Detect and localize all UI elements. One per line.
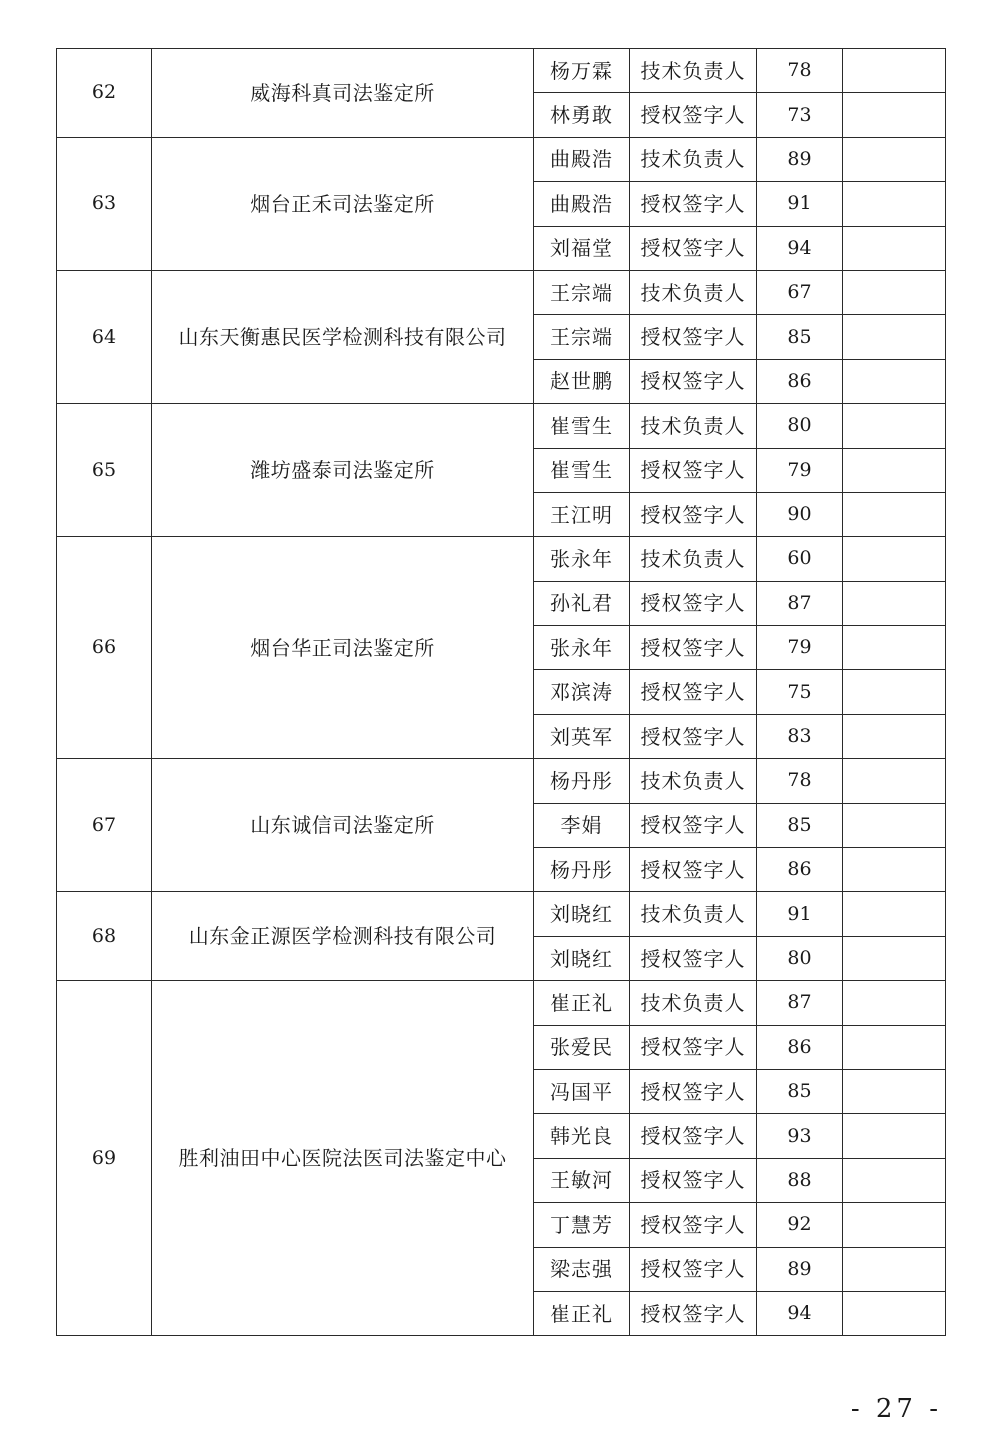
remarks-cell bbox=[843, 803, 946, 847]
score-cell: 80 bbox=[757, 404, 843, 448]
person-name-cell: 刘晓红 bbox=[534, 892, 630, 936]
person-name-cell: 张永年 bbox=[534, 626, 630, 670]
person-name-cell: 梁志强 bbox=[534, 1247, 630, 1291]
role-cell: 授权签字人 bbox=[630, 1114, 757, 1158]
role-cell: 授权签字人 bbox=[630, 670, 757, 714]
remarks-cell bbox=[843, 1069, 946, 1113]
person-name-cell: 刘晓红 bbox=[534, 936, 630, 980]
score-cell: 89 bbox=[757, 1247, 843, 1291]
person-name-cell: 刘福堂 bbox=[534, 226, 630, 270]
score-cell: 89 bbox=[757, 137, 843, 181]
institution-name-cell: 威海科真司法鉴定所 bbox=[152, 49, 534, 138]
person-name-cell: 杨万霖 bbox=[534, 49, 630, 93]
table-row bbox=[57, 49, 946, 93]
role-cell: 授权签字人 bbox=[630, 1291, 757, 1335]
score-cell: 90 bbox=[757, 492, 843, 536]
role-cell: 技术负责人 bbox=[630, 892, 757, 936]
remarks-cell bbox=[843, 936, 946, 980]
remarks-cell bbox=[843, 848, 946, 892]
person-name-cell: 崔正礼 bbox=[534, 981, 630, 1025]
score-cell: 86 bbox=[757, 1025, 843, 1069]
person-name-cell: 张爱民 bbox=[534, 1025, 630, 1069]
score-cell: 80 bbox=[757, 936, 843, 980]
serial-number-cell: 63 bbox=[57, 137, 152, 270]
results-table bbox=[56, 48, 946, 1336]
person-name-cell: 韩光良 bbox=[534, 1114, 630, 1158]
remarks-cell bbox=[843, 1203, 946, 1247]
remarks-cell bbox=[843, 448, 946, 492]
score-cell: 75 bbox=[757, 670, 843, 714]
person-name-cell: 王敏河 bbox=[534, 1158, 630, 1202]
serial-number-cell: 62 bbox=[57, 49, 152, 138]
role-cell: 授权签字人 bbox=[630, 93, 757, 137]
serial-number-cell: 68 bbox=[57, 892, 152, 981]
person-name-cell: 张永年 bbox=[534, 537, 630, 581]
remarks-cell bbox=[843, 759, 946, 803]
remarks-cell bbox=[843, 1158, 946, 1202]
score-cell: 91 bbox=[757, 892, 843, 936]
role-cell: 技术负责人 bbox=[630, 404, 757, 448]
person-name-cell: 冯国平 bbox=[534, 1069, 630, 1113]
person-name-cell: 曲殿浩 bbox=[534, 182, 630, 226]
score-cell: 88 bbox=[757, 1158, 843, 1202]
score-cell: 94 bbox=[757, 1291, 843, 1335]
serial-number-cell: 67 bbox=[57, 759, 152, 892]
score-cell: 92 bbox=[757, 1203, 843, 1247]
score-cell: 78 bbox=[757, 759, 843, 803]
serial-number-cell: 65 bbox=[57, 404, 152, 537]
person-name-cell: 崔正礼 bbox=[534, 1291, 630, 1335]
person-name-cell: 王宗端 bbox=[534, 315, 630, 359]
remarks-cell bbox=[843, 714, 946, 758]
remarks-cell bbox=[843, 626, 946, 670]
role-cell: 授权签字人 bbox=[630, 1158, 757, 1202]
role-cell: 授权签字人 bbox=[630, 626, 757, 670]
institution-name-cell: 山东天衡惠民医学检测科技有限公司 bbox=[152, 270, 534, 403]
role-cell: 授权签字人 bbox=[630, 315, 757, 359]
person-name-cell: 刘英军 bbox=[534, 714, 630, 758]
table-row bbox=[57, 981, 946, 1025]
person-name-cell: 李娟 bbox=[534, 803, 630, 847]
role-cell: 技术负责人 bbox=[630, 537, 757, 581]
role-cell: 授权签字人 bbox=[630, 1247, 757, 1291]
serial-number-cell: 69 bbox=[57, 981, 152, 1336]
person-name-cell: 赵世鹏 bbox=[534, 359, 630, 403]
score-cell: 78 bbox=[757, 49, 843, 93]
role-cell: 授权签字人 bbox=[630, 714, 757, 758]
score-cell: 85 bbox=[757, 803, 843, 847]
remarks-cell bbox=[843, 182, 946, 226]
role-cell: 技术负责人 bbox=[630, 137, 757, 181]
remarks-cell bbox=[843, 981, 946, 1025]
role-cell: 授权签字人 bbox=[630, 448, 757, 492]
remarks-cell bbox=[843, 49, 946, 93]
remarks-cell bbox=[843, 315, 946, 359]
score-cell: 87 bbox=[757, 981, 843, 1025]
role-cell: 技术负责人 bbox=[630, 981, 757, 1025]
institution-name-cell: 山东诚信司法鉴定所 bbox=[152, 759, 534, 892]
person-name-cell: 王宗端 bbox=[534, 270, 630, 314]
table-row bbox=[57, 137, 946, 181]
role-cell: 授权签字人 bbox=[630, 359, 757, 403]
person-name-cell: 邓滨涛 bbox=[534, 670, 630, 714]
institution-name-cell: 山东金正源医学检测科技有限公司 bbox=[152, 892, 534, 981]
score-cell: 73 bbox=[757, 93, 843, 137]
score-cell: 86 bbox=[757, 359, 843, 403]
table-row bbox=[57, 537, 946, 581]
role-cell: 授权签字人 bbox=[630, 1025, 757, 1069]
remarks-cell bbox=[843, 670, 946, 714]
role-cell: 授权签字人 bbox=[630, 936, 757, 980]
remarks-cell bbox=[843, 892, 946, 936]
institution-name-cell: 胜利油田中心医院法医司法鉴定中心 bbox=[152, 981, 534, 1336]
person-name-cell: 杨丹彤 bbox=[534, 848, 630, 892]
score-cell: 60 bbox=[757, 537, 843, 581]
role-cell: 授权签字人 bbox=[630, 803, 757, 847]
serial-number-cell: 64 bbox=[57, 270, 152, 403]
score-cell: 87 bbox=[757, 581, 843, 625]
role-cell: 授权签字人 bbox=[630, 848, 757, 892]
role-cell: 授权签字人 bbox=[630, 1069, 757, 1113]
person-name-cell: 丁慧芳 bbox=[534, 1203, 630, 1247]
score-cell: 94 bbox=[757, 226, 843, 270]
institution-name-cell: 潍坊盛泰司法鉴定所 bbox=[152, 404, 534, 537]
role-cell: 技术负责人 bbox=[630, 270, 757, 314]
table-row bbox=[57, 270, 946, 314]
person-name-cell: 孙礼君 bbox=[534, 581, 630, 625]
score-cell: 67 bbox=[757, 270, 843, 314]
table-row bbox=[57, 404, 946, 448]
person-name-cell: 王江明 bbox=[534, 492, 630, 536]
remarks-cell bbox=[843, 581, 946, 625]
institution-name-cell: 烟台华正司法鉴定所 bbox=[152, 537, 534, 759]
person-name-cell: 曲殿浩 bbox=[534, 137, 630, 181]
score-cell: 83 bbox=[757, 714, 843, 758]
score-cell: 93 bbox=[757, 1114, 843, 1158]
role-cell: 授权签字人 bbox=[630, 182, 757, 226]
score-cell: 86 bbox=[757, 848, 843, 892]
score-cell: 91 bbox=[757, 182, 843, 226]
score-cell: 79 bbox=[757, 626, 843, 670]
remarks-cell bbox=[843, 404, 946, 448]
serial-number-cell: 66 bbox=[57, 537, 152, 759]
person-name-cell: 林勇敢 bbox=[534, 93, 630, 137]
remarks-cell bbox=[843, 1291, 946, 1335]
role-cell: 授权签字人 bbox=[630, 581, 757, 625]
table-row bbox=[57, 892, 946, 936]
role-cell: 技术负责人 bbox=[630, 759, 757, 803]
remarks-cell bbox=[843, 1025, 946, 1069]
table-row bbox=[57, 759, 946, 803]
person-name-cell: 杨丹彤 bbox=[534, 759, 630, 803]
person-name-cell: 崔雪生 bbox=[534, 404, 630, 448]
remarks-cell bbox=[843, 537, 946, 581]
role-cell: 授权签字人 bbox=[630, 226, 757, 270]
remarks-cell bbox=[843, 1114, 946, 1158]
remarks-cell bbox=[843, 359, 946, 403]
remarks-cell bbox=[843, 492, 946, 536]
role-cell: 技术负责人 bbox=[630, 49, 757, 93]
results-table-body bbox=[57, 49, 946, 1336]
score-cell: 79 bbox=[757, 448, 843, 492]
remarks-cell bbox=[843, 93, 946, 137]
remarks-cell bbox=[843, 270, 946, 314]
person-name-cell: 崔雪生 bbox=[534, 448, 630, 492]
score-cell: 85 bbox=[757, 315, 843, 359]
institution-name-cell: 烟台正禾司法鉴定所 bbox=[152, 137, 534, 270]
score-cell: 85 bbox=[757, 1069, 843, 1113]
remarks-cell bbox=[843, 226, 946, 270]
role-cell: 授权签字人 bbox=[630, 492, 757, 536]
remarks-cell bbox=[843, 1247, 946, 1291]
role-cell: 授权签字人 bbox=[630, 1203, 757, 1247]
page-number: - 27 - bbox=[850, 1394, 942, 1424]
remarks-cell bbox=[843, 137, 946, 181]
